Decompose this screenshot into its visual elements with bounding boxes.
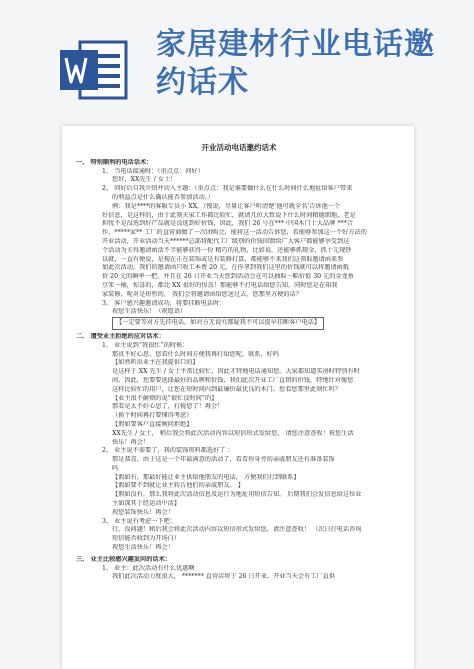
text-line: 的利益点是什么确认能否参加活动。） — [112, 193, 215, 201]
text-line: 那是恭喜，由于这是一个年最满意的活动了，看看你身旁的亲戚朋友还有准备装饰 — [112, 456, 335, 464]
text-line: 加此次活动，我们的邀请函只收工本费 20 元，在你拿到我们这里的价钱就可以将邀请函抵 — [102, 264, 349, 272]
text-line: 2、 问好后自我介绍并切入主题：（重点点：我是谁要做什么在什么时间什么地址给客户带来 — [102, 185, 353, 193]
text-line: 【假如有，那最好能让业主供给他朋友的电话， 方便我们打到联系】 — [112, 473, 300, 481]
text-line: 快乐！再会！ — [112, 438, 150, 446]
text-line: 价 20 元的瞬率一把，并且在 26 日开业当天您到活动会在可以抽取一幅价值 30 元的金龙鱼 — [102, 273, 354, 281]
text-line: 【假如没有，那么我将此次活动信息及运行为地址用短信告知， 后期我们会发信息给这位业 — [112, 491, 362, 499]
section-heading: 三、 业主比较感兴趣发问的话术： — [76, 555, 171, 563]
text-line: 是这样于 XX 先生 / 女士平常比较忙，因此才特地电话通知您。大家都知道买房时特别有时 — [112, 368, 360, 376]
text-line: 作，*****家** 工厂的直营商做了一次团购会，能将这一活动告诉您，看能够参加这一个好方法的 — [102, 229, 367, 237]
text-line: 【假如要客户直接婉问拒绝】 — [112, 420, 193, 428]
text-line: 那看是太不好心思了，打搅您了！再会！ — [112, 403, 224, 411]
text-line: 我们此次活动力度很大， ******* 直营店将于 26 日开业，开业当天会有工厂直供 — [112, 573, 336, 581]
text-line: 间，因此，您要要选择最好的品牌和价钱，我们此次开业工厂直销的价钱，特地针对像您 — [112, 376, 354, 384]
document-title: 开业活动电话邀约话术 — [201, 143, 277, 152]
section-heading: 一、 特别顺利的电话话术： — [76, 158, 153, 166]
text-line: 吗 — [112, 464, 119, 472]
text-line: XX先生 / 女士， 稍后我会将此次活动内容以短信形式发给您， 请您注意查收！祝您生活 — [112, 429, 354, 437]
text-line: 行，没问题！稍后我会将此次活动内容以短信形式发给您，请注意查收！ （次日打电话咨询 — [112, 526, 362, 534]
text-line: 担忧不是没选到好产品就是没选到好价钱，因此，我们 26 号在*** 中国木门十大品牌 ***合 — [102, 220, 353, 228]
text-line: 【业主很不耐烦的说“很忙没时间”的】 — [112, 394, 218, 402]
text-line: 1、 业主：此次活动有什么优惠啊 — [102, 564, 195, 572]
text-line: 家装修，呢对是短暂的， 我们会将邀请函给您送过去，您那里方便的话？ — [102, 290, 302, 298]
text-line: （换个时间再打要懂得考虑） — [112, 412, 193, 420]
text-line: 祝您生活快乐！（祝愿语） — [112, 308, 187, 316]
document-lines — [76, 159, 402, 582]
text-line — [76, 317, 402, 330]
text-line: 那真不好心思，您看什么时间方便我再打给您呢，联系，好吗 — [112, 350, 280, 358]
text-line: 【假如要不到就让业主转告他们的亲戚朋友。 】 — [112, 482, 244, 490]
text-line: 主如深其于经运动中活】 — [112, 500, 181, 508]
word-logo-icon — [60, 38, 130, 102]
text-line: 您好，XX先生 / 女士！ — [112, 176, 177, 184]
document-page — [62, 126, 414, 669]
text-line: 豆浆一桶，惊喜的，都比 XX 很好的惊喜！那能够不打电话给您告知，同时您是在知我 — [102, 281, 338, 289]
text-line: 开业活动，开业活动当天******总部将配代工厂级别的价钱回馈给广大客户都能够享受到这 — [102, 237, 350, 245]
header — [0, 0, 474, 125]
text-line: 2、 业主说不需要了，我的装饰资料都选好了 ： — [102, 447, 234, 455]
text-line: 【如然听出业主在我提供口的】 — [112, 359, 199, 367]
text-line: 3、 客户感兴趣邀请成功，将要挂断电话时： — [102, 299, 226, 307]
text-line: 祝您生活快乐！再会！ — [112, 544, 174, 552]
text-line: 3、 业主说有考虑一下吧： — [102, 517, 176, 525]
text-line: 个活动为关得邀请函活不半能够获得一份 精巧的礼物，比如说，还能够抓现金，抓十元现钞 — [102, 246, 352, 254]
text-line: 好信息，是这样的，由于此刻天家工作都比较忙，就请几位大致说下什么时间精德细地，老是 — [102, 211, 356, 219]
document-body — [76, 144, 402, 582]
text-line: 1、 业主说到“我很忙”的时候： — [102, 341, 189, 349]
boxed-note: 【一定要等对方先挂电话，如对方无说究都疑我不可以提早挂断客户电话】 — [112, 317, 324, 330]
text-line: 短信能否收到为开场白） — [112, 535, 181, 543]
section-heading: 二、 遭受业主拒绝的应对话术： — [76, 332, 165, 340]
text-line: 例：我是****的客服专员小 XX。（慢说，尽量让客户听清楚‘他可就全名’告诉他一个 — [112, 202, 341, 210]
text-line: 祝您装饰快乐！再会！ — [112, 508, 174, 516]
text-line: 以就，一直有便说，是现在正在装饰或是有装修打算，都能够不来我们这领取邀请函来参 — [102, 255, 344, 263]
text-line: 这样比较忙的用户，让您在短时间内到最廉价最优良的木门。您看您那里此刻忙吗？ — [112, 385, 341, 393]
text-line: 1、 当电话接通时：（重点点：问好） — [102, 167, 204, 175]
page-title: 家居建材行业电话邀约话术 — [156, 27, 435, 100]
